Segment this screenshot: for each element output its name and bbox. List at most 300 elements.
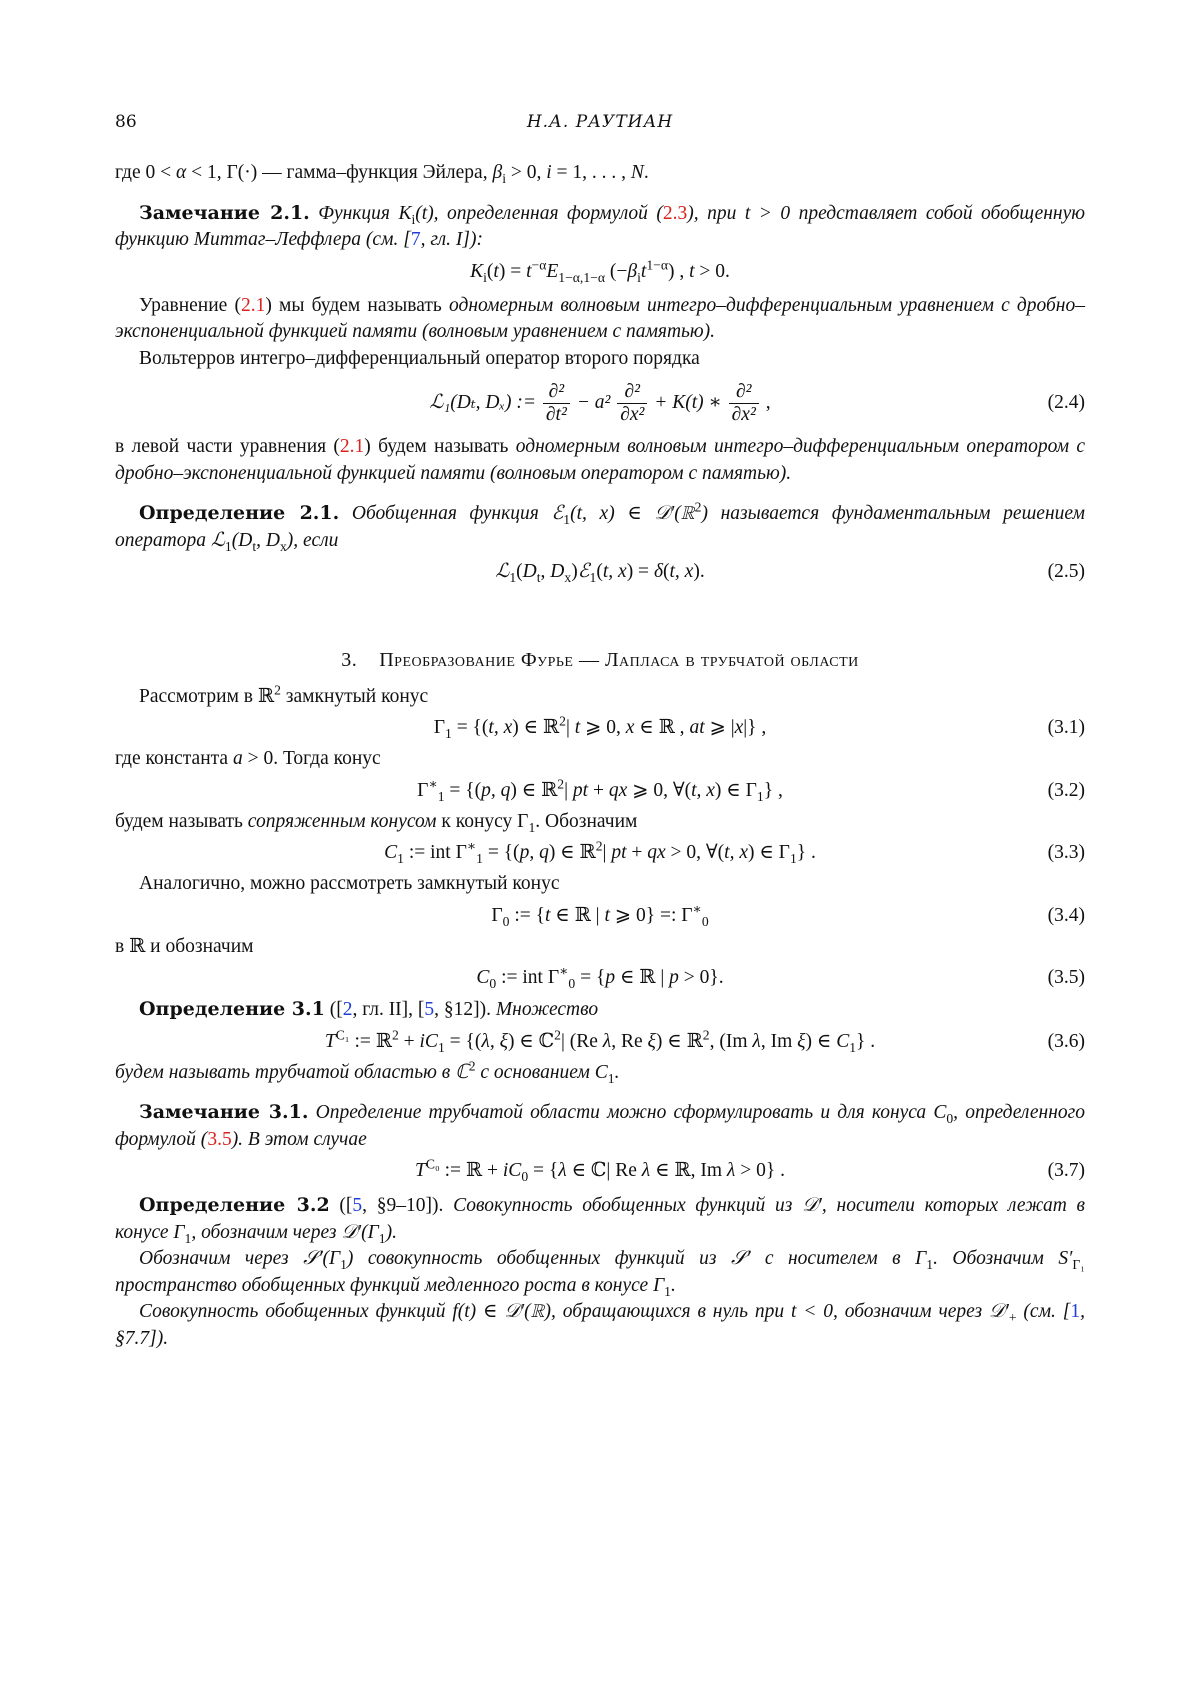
text-run: > 0}.: [678, 967, 724, 988]
math-symbol: ξ: [647, 1030, 656, 1052]
text-run: ∈ ℝ |: [550, 904, 605, 926]
math-symbol: t: [689, 260, 695, 282]
text-run: | (Re: [560, 1030, 603, 1052]
subscript: Γ₁: [1072, 1256, 1086, 1272]
equation-number: (2.5): [1047, 561, 1085, 582]
subscript: 1−α,1−α: [558, 269, 605, 285]
math-symbol: t, x: [669, 561, 694, 582]
subscript: 0: [489, 975, 497, 991]
math-symbol: p, q: [481, 779, 511, 801]
text-run: Γ: [417, 779, 429, 801]
math-symbol: β: [627, 260, 638, 282]
math-symbol: δ: [653, 561, 664, 582]
equation-ref-link[interactable]: 2.3: [662, 202, 688, 224]
citation-link[interactable]: 1: [1070, 1301, 1081, 1322]
math-symbol: λ: [558, 1160, 567, 1181]
paragraph-conjugate: [115, 809, 1085, 836]
subscript: 1: [437, 788, 445, 804]
equation-number: (3.4): [1047, 904, 1085, 926]
page-body: [115, 160, 1085, 1352]
text-run: ) =: [498, 260, 527, 282]
subscript: 1: [589, 569, 597, 585]
paragraph-analog: [115, 871, 1085, 898]
subscript: 1: [378, 1230, 386, 1246]
text-run: = {(: [482, 842, 520, 863]
italic-run: Совокупность обобщенных функций из 𝒟′, носители которых лежат в конусе Γ: [115, 1195, 1085, 1243]
superscript: 2: [468, 1058, 476, 1073]
text-run: > 0. Тогда конус: [242, 748, 381, 769]
eq-2-4-fraction-x: [617, 381, 647, 426]
superscript: ∗: [428, 776, 438, 791]
text-run: . Обозначим: [535, 810, 638, 832]
fraction-denominator: ∂x²: [731, 404, 756, 426]
subscript: +: [1008, 1309, 1017, 1325]
math-symbol: t: [744, 202, 751, 224]
subscript: i: [637, 269, 641, 285]
italic-run: (t, x) ∈ 𝒟′(ℝ: [570, 503, 695, 524]
math-symbol: λ: [602, 1030, 612, 1052]
math-symbol: t: [545, 904, 551, 926]
superscript: 2: [559, 713, 566, 729]
text-run: |: [602, 842, 612, 863]
math-symbol: λ: [641, 1160, 651, 1181]
italic-run: сопряженным конусом: [247, 810, 437, 832]
equation-3-4: [115, 901, 1085, 931]
subscript: 0: [701, 913, 709, 929]
subscript: 1: [476, 850, 483, 866]
superscript: 2: [595, 838, 603, 854]
text-run: } .: [796, 842, 816, 863]
subscript: 0: [946, 1110, 954, 1126]
text-run: , гл. II], [: [352, 999, 425, 1020]
text-run: ) ∈: [805, 1030, 837, 1052]
text-run: ) ∈ ℝ: [548, 842, 596, 863]
text-run: = 1, . . . ,: [551, 162, 631, 183]
math-symbol: λ, ξ: [481, 1030, 508, 1052]
italic-run: , D: [256, 529, 280, 551]
text-run: ) мы будем называть: [265, 294, 449, 316]
citation-link[interactable]: 2: [342, 999, 353, 1020]
paragraph-equation-name: [115, 293, 1085, 346]
math-symbol: E: [546, 260, 559, 282]
text-run: где 0 <: [115, 162, 176, 183]
subscript: 1: [224, 538, 232, 554]
eq-2-4-middle-1: − a²: [576, 392, 616, 413]
equation-body: [415, 1156, 785, 1184]
subscript: 1: [509, 569, 517, 585]
italic-run: Обозначим через 𝒮′(Γ: [139, 1248, 341, 1269]
text-run: } .: [856, 1030, 876, 1052]
italic-run: , обозначим через 𝒟′(Γ: [191, 1221, 379, 1243]
text-run: ) ∈ Γ: [714, 779, 757, 801]
math-symbol: t, x: [724, 842, 748, 863]
text-run: > 0, ∀(: [665, 842, 725, 863]
text-run: ⩾ 0, ∀(: [627, 779, 692, 801]
equation-number: (3.2): [1047, 779, 1085, 801]
fraction-numerator: ∂²: [729, 381, 759, 404]
superscript: 2: [554, 1027, 561, 1042]
text-run: .: [643, 162, 649, 183]
text-run: (: [516, 561, 523, 582]
italic-run: ) называется фундаментальным решением оператора ℒ: [115, 503, 1085, 551]
math-symbol: at: [689, 717, 705, 738]
citation-link[interactable]: 5: [352, 1195, 363, 1216]
text-run: ) ∈ ℝ: [655, 1030, 703, 1052]
text-run: замкнутый конус: [280, 685, 429, 707]
text-run: > 0} .: [735, 1160, 785, 1181]
equation-number: (3.1): [1047, 717, 1085, 738]
text-run: Аналогично, можно рассмотреть замкнутый конус: [139, 873, 560, 894]
math-symbol: t: [493, 260, 499, 282]
subscript: 1: [664, 1283, 671, 1299]
math-symbol: p: [669, 967, 679, 988]
equation-ref-link[interactable]: 2.1: [339, 436, 365, 457]
paragraph-D-plus: [115, 1299, 1085, 1352]
paragraph-in-R: [115, 934, 1085, 961]
math-symbol: C: [476, 967, 490, 988]
equation-3-2: [115, 776, 1085, 806]
text-run: ⩾ 0} =: Γ: [609, 904, 693, 926]
subscript: i: [411, 211, 416, 227]
italic-run: Функция: [309, 202, 399, 224]
equation-2-4: [115, 375, 1085, 431]
eq-2-4-fraction-x2: [729, 381, 759, 426]
running-head: Н.А. РАУТИАН: [526, 112, 674, 132]
bold-label: Определение 2.1.: [139, 502, 340, 524]
equation-body: [433, 713, 767, 741]
subscript: 1: [397, 850, 404, 866]
italic-run: (D: [231, 529, 253, 551]
page-number: 86: [115, 112, 137, 132]
bold-label: Определение 3.1: [139, 998, 325, 1020]
text-run: Рассмотрим в ℝ: [139, 685, 275, 707]
subscript: t: [536, 569, 541, 585]
text-run: > 0,: [505, 162, 547, 183]
equation-body: [470, 257, 730, 285]
superscript: 1−α: [646, 257, 668, 272]
italic-run: > 0 представляет собой обобщенную функцию Миттаг–Леффлера (см. [: [115, 202, 1085, 250]
text-run: будем называть: [115, 810, 248, 832]
text-run: в левой части уравнения (: [115, 436, 340, 457]
equation-number: (3.7): [1047, 1160, 1085, 1181]
text-run: ⩾ |: [704, 717, 735, 738]
text-run: = {(: [444, 779, 482, 801]
subscript: 0: [521, 1168, 529, 1184]
equation-number: (3.5): [1047, 967, 1085, 988]
paragraph-left-part: [115, 434, 1085, 487]
paragraph-constant: [115, 746, 1085, 773]
remark-2-1: [115, 200, 1085, 254]
subscript: 1: [756, 788, 764, 804]
subscript: 1: [340, 1256, 347, 1272]
superscript: 2: [702, 1027, 710, 1042]
fraction-numerator: ∂²: [543, 381, 570, 404]
section-number: 3.: [341, 649, 358, 671]
equation-number: (3.3): [1047, 842, 1085, 863]
superscript: C₀: [425, 1156, 440, 1172]
equation-number: (2.4): [1047, 392, 1085, 413]
math-symbol: D: [522, 561, 537, 582]
bold-label: Замечание 3.1.: [139, 1101, 309, 1123]
text-run: ) ∈ ℝ: [510, 779, 558, 801]
math-symbol: t, x: [488, 717, 513, 738]
fraction-numerator: ∂²: [617, 381, 647, 404]
italic-run: . Обозначим S′: [933, 1248, 1073, 1269]
math-symbol: t, x: [602, 561, 627, 582]
text-run: Вольтерров интегро–дифференциальный оператор второго порядка: [139, 347, 700, 369]
text-run: +: [398, 1030, 420, 1052]
italic-run: (: [415, 202, 422, 224]
text-run: ): [571, 561, 578, 582]
definition-3-2: [115, 1192, 1085, 1246]
math-symbol: qx: [647, 842, 666, 863]
math-symbol: p: [605, 967, 616, 988]
citation-link[interactable]: 7: [410, 229, 421, 250]
eq-2-4-middle-2: + K(t) ∗: [654, 392, 727, 413]
math-symbol: iC: [419, 1030, 438, 1052]
subscript: i: [502, 170, 506, 186]
definition-2-1: [115, 500, 1085, 554]
paragraph-intro: [115, 160, 1085, 187]
math-symbol: λ: [752, 1030, 761, 1052]
text-run: Γ: [433, 717, 445, 738]
subscript: i: [483, 269, 487, 285]
bold-label: Замечание 2.1.: [139, 201, 310, 224]
text-run: ∈ ℝ, Im: [650, 1160, 727, 1181]
paragraph-volterra: [115, 346, 1085, 373]
text-run: > 0.: [694, 260, 730, 282]
text-run: = {: [528, 1160, 559, 1181]
equation-3-1: [115, 713, 1085, 743]
math-symbol: ξ: [797, 1030, 806, 1052]
italic-run: Обобщенная функция ℰ: [339, 503, 564, 524]
italic-run: ), определенная формулой (: [427, 202, 663, 224]
superscript: ∗: [692, 901, 702, 916]
text-run: < 1, Γ(·) — гамма–функция Эйлера,: [186, 162, 493, 183]
equation-ref-link[interactable]: 2.1: [240, 294, 266, 316]
text-run: ) =: [626, 561, 654, 582]
math-symbol: C: [384, 842, 398, 863]
text-run: ,: [540, 561, 551, 582]
italic-run: ).: [385, 1221, 397, 1243]
text-run: , (Im: [709, 1030, 753, 1052]
math-symbol: p, q: [519, 842, 549, 863]
subscript: 1: [607, 1070, 615, 1086]
eq-2-4-fraction-t: [543, 381, 570, 426]
equation-body: [324, 1027, 876, 1055]
text-run: := {: [509, 904, 545, 926]
text-run: |: [565, 717, 575, 738]
text-run: = {(: [451, 717, 489, 738]
text-run: к конусу Γ: [436, 810, 529, 832]
text-run: |} ,: [743, 717, 767, 738]
subscript: x: [279, 538, 287, 554]
subscript: 1: [849, 1039, 857, 1055]
text-run: +: [626, 842, 648, 863]
definition-3-1: [115, 996, 1085, 1024]
italic-run: Совокупность обобщенных функций f(t) ∈ 𝒟′(ℝ), обращающихся в нуль при t < 0, обозначим через 𝒟′: [139, 1301, 1009, 1322]
text-run: := ℝ: [349, 1030, 392, 1052]
subscript: 1: [563, 511, 571, 527]
math-symbol: iC: [502, 1160, 522, 1181]
equation-body: [417, 776, 783, 804]
text-run: Γ: [491, 904, 503, 926]
italic-run: с основанием C: [475, 1061, 608, 1083]
text-run: , §9–10]).: [362, 1195, 454, 1216]
math-symbol: t: [640, 260, 647, 282]
math-symbol: β: [492, 162, 503, 183]
text-run: := int Γ: [496, 967, 560, 988]
equation-2-5: [115, 557, 1085, 587]
math-symbol: C: [836, 1030, 850, 1052]
text-run: ) ∈ ℂ: [507, 1030, 555, 1052]
bold-label: Определение 3.2: [139, 1194, 330, 1216]
text-run: |: [564, 779, 573, 801]
italic-run: Множество: [495, 999, 599, 1020]
italic-run: будем называть трубчатой областью в ℂ: [115, 1061, 469, 1083]
math-symbol: x: [625, 717, 635, 738]
text-run: , §12]).: [434, 999, 496, 1020]
text-run: (: [486, 260, 494, 282]
equation-body: [491, 901, 709, 929]
italic-run: , гл. I]):: [420, 229, 483, 250]
subscript: 1: [437, 1039, 445, 1055]
italic-run: , §7.7]).: [115, 1301, 1085, 1349]
math-symbol: α: [175, 162, 187, 183]
italic-run: .: [614, 1061, 620, 1083]
math-symbol: x: [734, 717, 744, 738]
eq-2-4-tail: ,: [765, 392, 771, 413]
superscript: 2: [557, 776, 565, 791]
eq-2-4-lhs: ℒ₁(Dₜ, Dₓ) :=: [429, 392, 541, 413]
text-run: ([: [324, 999, 343, 1020]
paragraph-tube-domain: [115, 1060, 1085, 1087]
math-symbol: pt: [611, 842, 627, 863]
paragraph-cone: [115, 684, 1085, 711]
equation-3-7: [115, 1156, 1085, 1186]
math-symbol: pt: [572, 779, 589, 801]
text-run: Уравнение (: [139, 294, 241, 316]
subscript: 1: [528, 819, 536, 835]
text-run: ) ,: [667, 260, 690, 282]
subscript: 1: [926, 1256, 934, 1272]
math-symbol: N: [630, 162, 644, 183]
math-symbol: qx: [608, 779, 628, 801]
math-symbol: λ: [726, 1160, 736, 1181]
italic-run: , определенного формулой (: [115, 1102, 1085, 1150]
superscript: 2: [274, 682, 281, 697]
text-run: := int Γ: [403, 842, 467, 863]
text-run: ∈ ℝ ,: [634, 717, 690, 738]
text-run: := ℝ +: [439, 1160, 503, 1181]
text-run: где константа: [115, 748, 233, 769]
citation-link[interactable]: 5: [424, 999, 435, 1020]
text-run: (−: [605, 260, 628, 282]
fraction-denominator: ∂x²: [620, 404, 645, 426]
section-3-heading: [115, 647, 1085, 674]
math-symbol: t: [574, 717, 581, 738]
text-run: (: [596, 561, 603, 582]
italic-run: ), если: [286, 529, 339, 551]
italic-run: (см. [: [1016, 1301, 1071, 1322]
text-run: } ,: [763, 779, 783, 801]
italic-run: ) совокупность обобщенных функций из 𝒮′ с носителем в Γ: [346, 1248, 927, 1269]
superscript: ∗: [559, 963, 569, 979]
text-run: = {: [575, 967, 606, 988]
text-run: ) ∈ ℝ: [512, 717, 560, 738]
math-symbol: t: [604, 904, 610, 926]
math-symbol: K: [470, 260, 484, 282]
math-symbol: ℰ: [577, 561, 590, 582]
math-symbol: ℒ: [495, 561, 510, 582]
subscript: 0: [568, 975, 576, 991]
equation-body: [476, 963, 724, 991]
equation-ref-link[interactable]: 3.5: [207, 1128, 232, 1150]
paragraph-S-prime: [115, 1246, 1085, 1299]
text-run: ).: [693, 561, 705, 582]
page-header: [115, 112, 1085, 134]
superscript: −α: [531, 257, 547, 272]
subscript: t: [252, 538, 257, 554]
italic-run: одномерным волновым интегро–дифференциальным оператором с дробно–экспоненциальной функцией памяти (волновым оператором с памятью).: [115, 436, 1085, 484]
equation-3-5: [115, 963, 1085, 993]
subscript: 1: [789, 850, 797, 866]
text-run: ([: [329, 1195, 353, 1216]
text-run: ∈ ℂ| Re: [566, 1160, 642, 1181]
text-run: ∈ ℝ |: [615, 967, 670, 988]
equation-mittag-leffler: [115, 257, 1085, 287]
text-run: ⩾ 0,: [580, 717, 626, 738]
math-symbol: a: [232, 748, 243, 769]
math-symbol: t, x: [691, 779, 715, 801]
italic-run: ), при: [687, 202, 745, 224]
math-symbol: T: [415, 1160, 426, 1181]
superscript: 2: [694, 499, 702, 515]
superscript: ∗: [466, 838, 477, 854]
remark-3-1: [115, 1099, 1085, 1153]
text-run: +: [588, 779, 609, 801]
text-run: в ℝ и обозначим: [115, 935, 254, 957]
subscript: 1: [184, 1230, 192, 1246]
math-symbol: D: [550, 561, 565, 582]
math-symbol: t: [421, 202, 428, 224]
math-symbol: K: [398, 202, 412, 224]
equation-body: [495, 561, 705, 585]
text-run: ) будем называть: [364, 436, 516, 457]
superscript: C₁: [335, 1027, 350, 1042]
superscript: 2: [391, 1027, 399, 1042]
subscript: x: [564, 569, 572, 585]
equation-3-6: [115, 1027, 1085, 1057]
math-symbol: t: [526, 260, 532, 282]
text-run: , Im: [760, 1030, 798, 1052]
italic-run: .: [671, 1274, 676, 1296]
section-title: Преобразование Фурье — Лапласа в трубчатой области: [379, 649, 859, 671]
math-symbol: T: [324, 1030, 336, 1052]
italic-run: одномерным волновым интегро–дифференциальным уравнением с дробно–экспоненциальной функцией памяти (волновым уравнением с памятью).: [115, 294, 1085, 342]
equation-3-3: [115, 838, 1085, 868]
subscript: 0: [502, 913, 510, 929]
text-run: = {(: [444, 1030, 482, 1052]
equation-body: [384, 838, 816, 866]
italic-run: ). В этом случае: [231, 1128, 367, 1150]
math-symbol: i: [546, 162, 552, 183]
equation-number: (3.6): [1047, 1030, 1085, 1052]
italic-run: пространство обобщенных функций медленного роста в конусе Γ: [115, 1274, 665, 1296]
subscript: 1: [444, 725, 452, 741]
text-run: ) ∈ Γ: [747, 842, 790, 863]
fraction-denominator: ∂t²: [545, 404, 567, 426]
